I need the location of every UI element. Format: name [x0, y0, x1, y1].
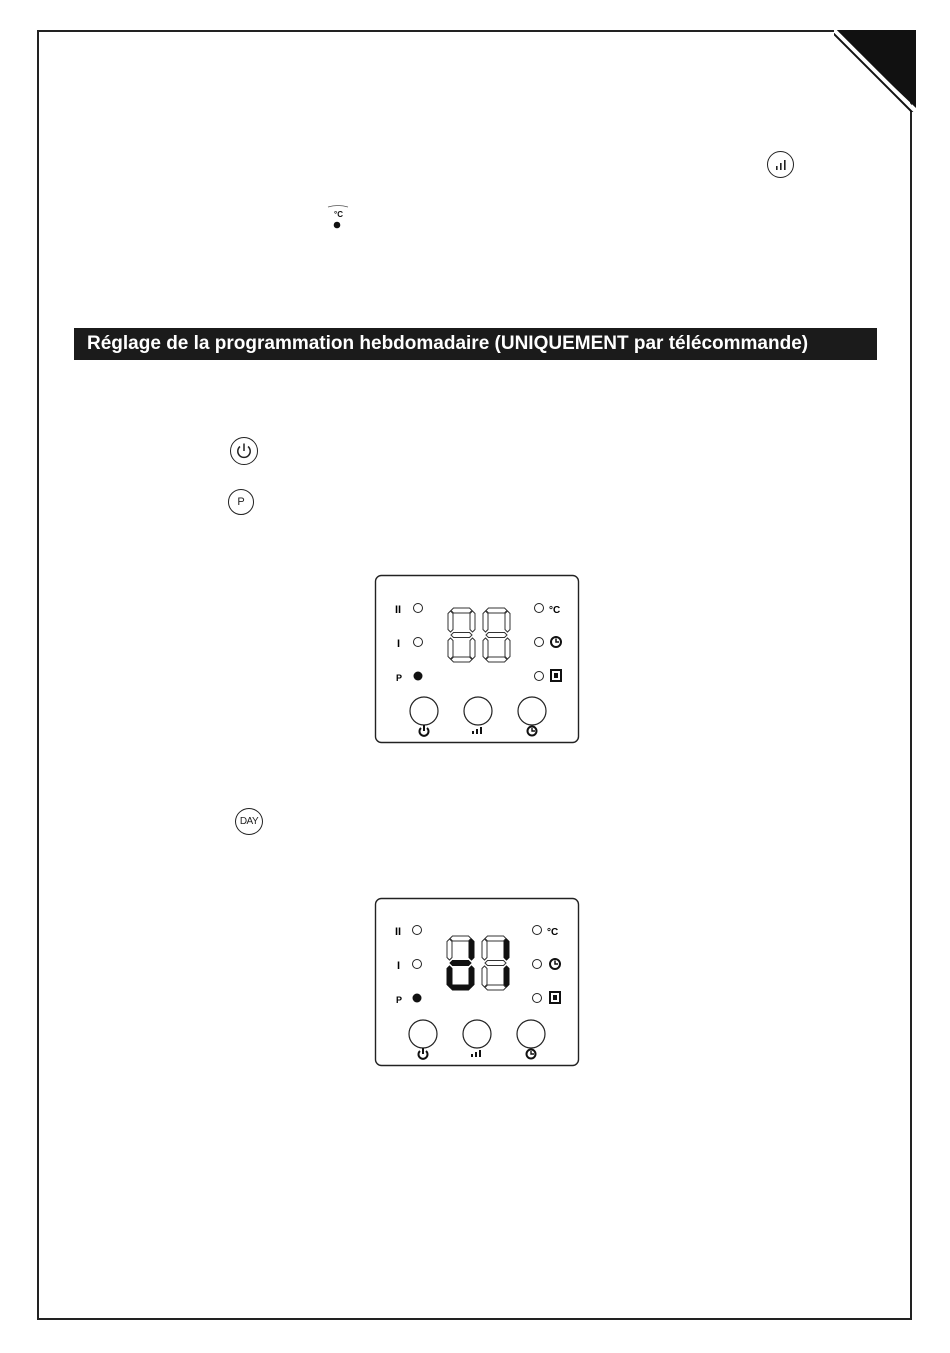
digit-1-segment-g	[450, 961, 471, 966]
digit-2-segment-a	[486, 608, 507, 613]
mode-label-i: I	[397, 638, 401, 650]
day-button-icon	[235, 808, 263, 835]
program-button-label: P	[237, 496, 245, 508]
digit-2-segment-c	[505, 638, 510, 659]
panel-fan-button	[464, 697, 492, 725]
digit-2-segment-g	[486, 633, 507, 638]
digit-2-segment-f	[482, 939, 487, 960]
panel-fan-button	[463, 1020, 491, 1048]
control-panel-1	[374, 574, 580, 744]
digit-2-segment-g	[485, 961, 506, 966]
digit-1-segment-a	[451, 608, 472, 613]
digit-2-segment-e	[482, 966, 487, 987]
digit-2-segment-b	[504, 939, 509, 960]
day-button-label: DAY	[239, 816, 259, 827]
fan-speed-icon	[767, 151, 794, 178]
digit-1-segment-c	[470, 638, 475, 659]
digit-2-segment-b	[505, 611, 510, 632]
mode-label-ii: II	[395, 926, 402, 938]
digit-2-segment-a	[485, 936, 506, 941]
panel-power-button	[410, 697, 438, 725]
control-panel-2	[374, 897, 580, 1067]
mode-label-p: P	[396, 673, 403, 683]
digit-1-segment-b	[470, 611, 475, 632]
mode-indicator-p	[413, 994, 422, 1003]
digit-1-segment-g	[451, 633, 472, 638]
panel-power-button	[409, 1020, 437, 1048]
panel-timer-button	[518, 697, 546, 725]
digit-1-segment-a	[450, 936, 471, 941]
digit-2-segment-e	[483, 638, 488, 659]
digit-1-segment-d	[451, 657, 472, 662]
mode-label-i: I	[397, 960, 401, 972]
panel-timer-button	[517, 1020, 545, 1048]
digit-1-segment-d	[450, 985, 471, 990]
section-title: Réglage de la programmation hebdomadaire (UNIQUEMENT par télécommande)	[74, 328, 877, 360]
mode-label-ii: II	[395, 604, 402, 616]
power-icon	[230, 437, 258, 465]
temperature-label: °C	[549, 605, 561, 616]
temperature-label: °C	[547, 927, 559, 938]
program-button-icon	[228, 489, 254, 515]
digit-2-segment-c	[504, 966, 509, 987]
temperature-indicator-icon	[326, 204, 350, 230]
digit-1-segment-e	[448, 638, 453, 659]
mode-indicator-p	[414, 672, 423, 681]
digit-1-segment-c	[469, 966, 474, 987]
page-corner-mark	[834, 28, 918, 112]
digit-2-segment-d	[486, 657, 507, 662]
digit-2-segment-f	[483, 611, 488, 632]
mode-label-p: P	[396, 995, 403, 1005]
digit-1-segment-e	[447, 966, 452, 987]
digit-1-segment-f	[447, 939, 452, 960]
digit-1-segment-f	[448, 611, 453, 632]
digit-2-segment-d	[485, 985, 506, 990]
digit-1-segment-b	[469, 939, 474, 960]
temperature-unit-label: °C	[334, 210, 343, 219]
